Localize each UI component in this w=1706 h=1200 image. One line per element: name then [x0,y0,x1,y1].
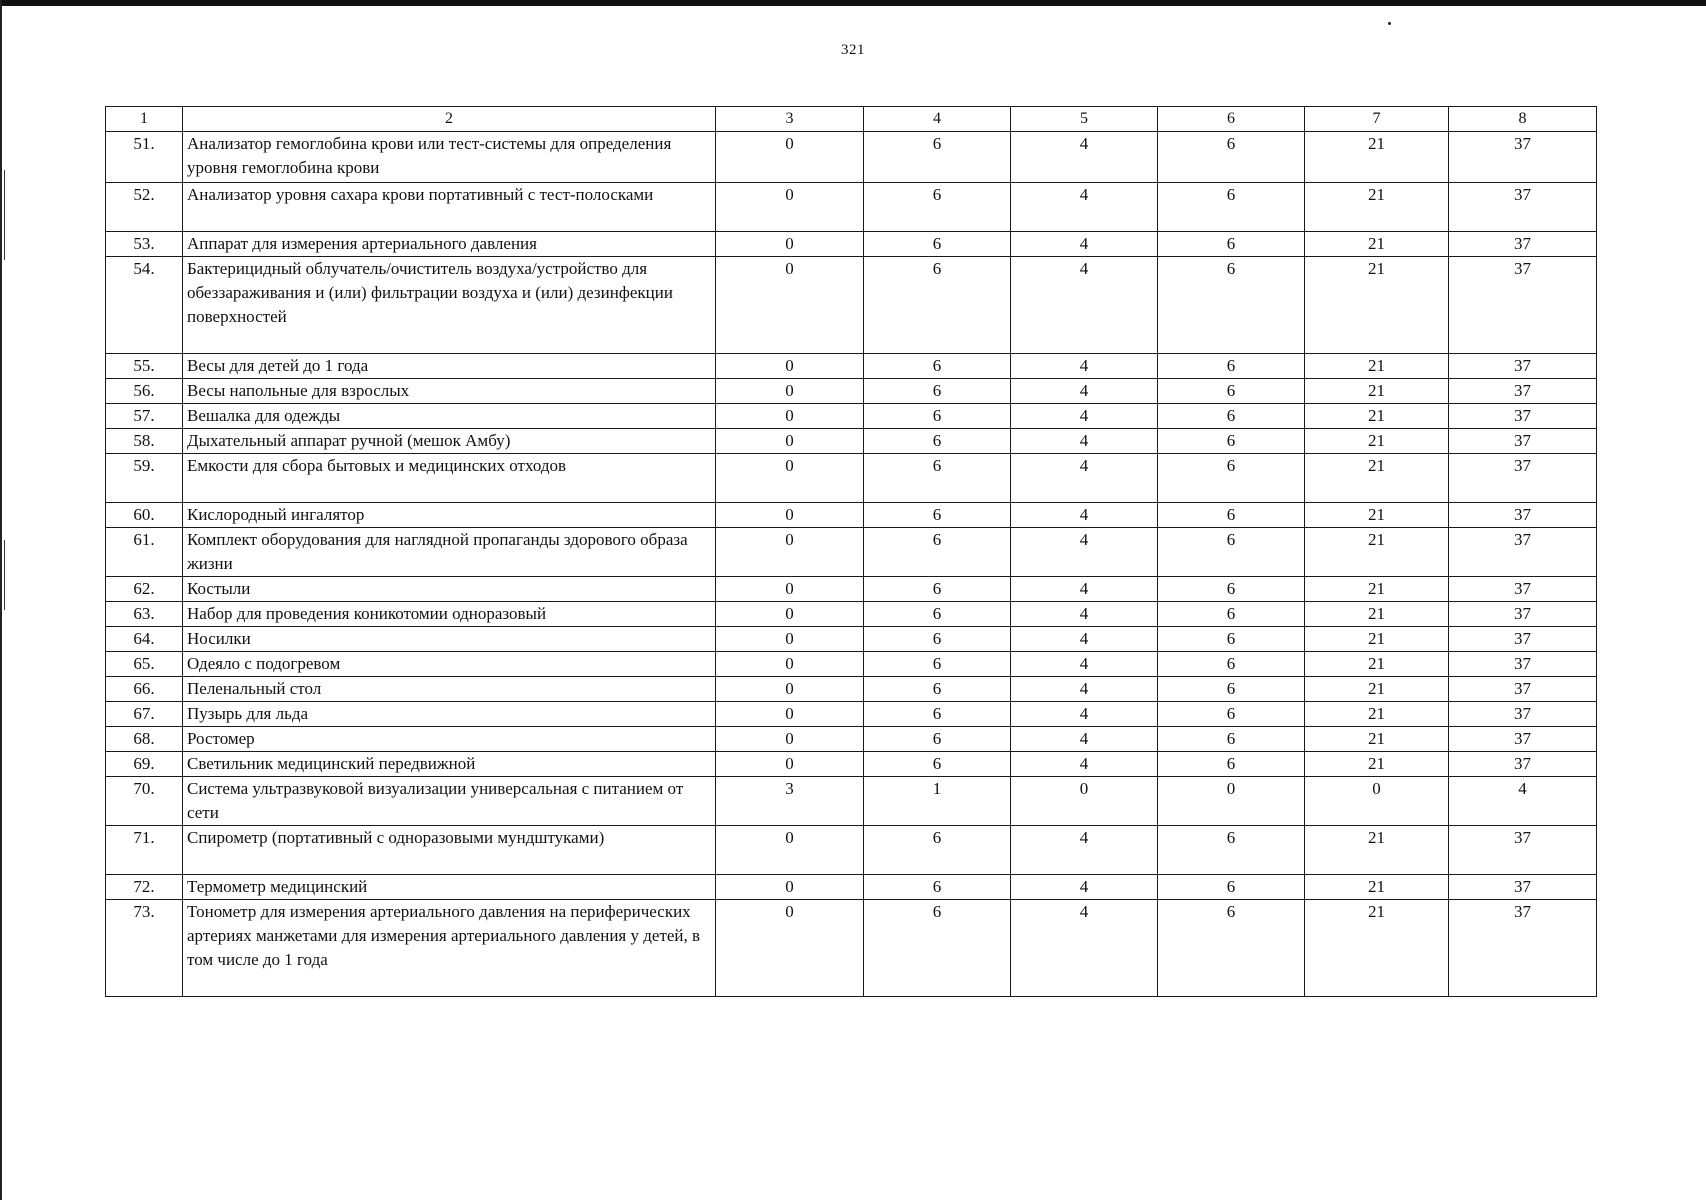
value-col-3: 0 [716,404,864,429]
value-col-6: 6 [1158,627,1305,652]
value-col-3: 0 [716,429,864,454]
scan-speck [1388,22,1391,25]
table-row [106,257,1597,354]
row-number: 67. [106,702,183,727]
value-col-8: 37 [1449,577,1597,602]
row-number: 73. [106,900,183,997]
row-number: 53. [106,232,183,257]
table-row [106,183,1597,232]
row-number: 71. [106,826,183,875]
table-row [106,826,1597,875]
value-col-6: 6 [1158,454,1305,503]
value-col-6: 6 [1158,528,1305,577]
value-col-5: 4 [1011,503,1158,528]
equipment-name: Вешалка для одежды [183,404,716,429]
row-number: 58. [106,429,183,454]
value-col-4: 6 [864,429,1011,454]
value-col-7: 21 [1305,429,1449,454]
value-col-6: 6 [1158,354,1305,379]
value-col-5: 4 [1011,577,1158,602]
scan-mark [4,540,5,610]
value-col-7: 21 [1305,900,1449,997]
equipment-name: Пузырь для льда [183,702,716,727]
equipment-name: Бактерицидный облучатель/очиститель воздуха/устройство для обеззараживания и (или) фильтрации воздуха и (или) дезинфекции поверхностей [183,257,716,354]
value-col-4: 6 [864,900,1011,997]
value-col-8: 37 [1449,826,1597,875]
value-col-5: 4 [1011,132,1158,183]
value-col-4: 6 [864,826,1011,875]
scan-edge-left [0,0,2,1200]
value-col-5: 4 [1011,752,1158,777]
value-col-5: 4 [1011,702,1158,727]
value-col-7: 21 [1305,875,1449,900]
value-col-3: 0 [716,528,864,577]
value-col-3: 0 [716,379,864,404]
value-col-8: 37 [1449,900,1597,997]
value-col-8: 37 [1449,652,1597,677]
value-col-6: 6 [1158,183,1305,232]
value-col-4: 6 [864,232,1011,257]
value-col-8: 37 [1449,257,1597,354]
table-row [106,232,1597,257]
row-number: 70. [106,777,183,826]
value-col-8: 37 [1449,232,1597,257]
equipment-name: Дыхательный аппарат ручной (мешок Амбу) [183,429,716,454]
value-col-3: 0 [716,602,864,627]
value-col-6: 6 [1158,257,1305,354]
equipment-name: Анализатор гемоглобина крови или тест-системы для определения уровня гемоглобина крови [183,132,716,183]
equipment-name: Тонометр для измерения артериального давления на периферических артериях манжетами для измерения артериального давления у детей, в том числе до 1 года [183,900,716,997]
row-number: 61. [106,528,183,577]
value-col-3: 0 [716,826,864,875]
value-col-5: 4 [1011,404,1158,429]
value-col-6: 6 [1158,404,1305,429]
value-col-5: 4 [1011,354,1158,379]
value-col-3: 0 [716,702,864,727]
value-col-4: 6 [864,652,1011,677]
value-col-8: 37 [1449,677,1597,702]
value-col-7: 21 [1305,454,1449,503]
equipment-name: Анализатор уровня сахара крови портативный с тест-полосками [183,183,716,232]
value-col-4: 1 [864,777,1011,826]
value-col-6: 6 [1158,752,1305,777]
table-row [106,652,1597,677]
value-col-5: 4 [1011,727,1158,752]
table-row [106,379,1597,404]
value-col-7: 21 [1305,577,1449,602]
value-col-5: 4 [1011,257,1158,354]
column-header: 2 [183,107,716,132]
value-col-5: 4 [1011,379,1158,404]
value-col-4: 6 [864,702,1011,727]
column-header: 4 [864,107,1011,132]
value-col-5: 4 [1011,454,1158,503]
value-col-3: 0 [716,354,864,379]
table-row [106,702,1597,727]
value-col-7: 21 [1305,727,1449,752]
value-col-8: 37 [1449,354,1597,379]
value-col-6: 6 [1158,875,1305,900]
row-number: 72. [106,875,183,900]
value-col-7: 21 [1305,528,1449,577]
equipment-name: Весы напольные для взрослых [183,379,716,404]
value-col-7: 21 [1305,826,1449,875]
value-col-5: 4 [1011,183,1158,232]
row-number: 57. [106,404,183,429]
equipment-name: Весы для детей до 1 года [183,354,716,379]
value-col-8: 37 [1449,727,1597,752]
value-col-5: 4 [1011,528,1158,577]
value-col-4: 6 [864,183,1011,232]
table-row [106,900,1597,997]
table-row [106,404,1597,429]
table-row [106,429,1597,454]
column-header: 6 [1158,107,1305,132]
value-col-6: 6 [1158,379,1305,404]
value-col-8: 4 [1449,777,1597,826]
value-col-7: 21 [1305,652,1449,677]
value-col-5: 0 [1011,777,1158,826]
value-col-6: 6 [1158,652,1305,677]
value-col-3: 0 [716,752,864,777]
value-col-4: 6 [864,677,1011,702]
value-col-8: 37 [1449,627,1597,652]
value-col-5: 4 [1011,652,1158,677]
value-col-5: 4 [1011,826,1158,875]
value-col-7: 21 [1305,183,1449,232]
row-number: 68. [106,727,183,752]
row-number: 51. [106,132,183,183]
value-col-3: 0 [716,677,864,702]
equipment-name: Набор для проведения коникотомии одноразовый [183,602,716,627]
column-header: 5 [1011,107,1158,132]
row-number: 55. [106,354,183,379]
table-row [106,875,1597,900]
table-row [106,677,1597,702]
value-col-3: 0 [716,875,864,900]
value-col-4: 6 [864,627,1011,652]
equipment-name: Система ультразвуковой визуализации универсальная с питанием от сети [183,777,716,826]
table-row [106,454,1597,503]
value-col-6: 6 [1158,602,1305,627]
value-col-4: 6 [864,354,1011,379]
value-col-3: 0 [716,503,864,528]
value-col-8: 37 [1449,429,1597,454]
value-col-4: 6 [864,503,1011,528]
value-col-6: 0 [1158,777,1305,826]
value-col-8: 37 [1449,752,1597,777]
value-col-5: 4 [1011,875,1158,900]
value-col-6: 6 [1158,232,1305,257]
equipment-name: Комплект оборудования для наглядной пропаганды здорового образа жизни [183,528,716,577]
page-number: 321 [841,42,865,58]
equipment-name: Носилки [183,627,716,652]
value-col-4: 6 [864,752,1011,777]
value-col-3: 0 [716,132,864,183]
value-col-3: 0 [716,454,864,503]
table-row [106,528,1597,577]
table-row [106,727,1597,752]
column-header: 8 [1449,107,1597,132]
value-col-7: 21 [1305,132,1449,183]
value-col-4: 6 [864,257,1011,354]
value-col-8: 37 [1449,379,1597,404]
value-col-7: 0 [1305,777,1449,826]
value-col-6: 6 [1158,132,1305,183]
row-number: 60. [106,503,183,528]
row-number: 66. [106,677,183,702]
value-col-7: 21 [1305,752,1449,777]
value-col-3: 0 [716,727,864,752]
table-row [106,777,1597,826]
value-col-7: 21 [1305,354,1449,379]
scan-edge-top [0,0,1706,6]
equipment-name: Спирометр (портативный с одноразовыми мундштуками) [183,826,716,875]
value-col-7: 21 [1305,257,1449,354]
value-col-7: 21 [1305,602,1449,627]
row-number: 56. [106,379,183,404]
table-header-row [106,107,1597,132]
column-header: 1 [106,107,183,132]
table-row [106,577,1597,602]
equipment-name: Светильник медицинский передвижной [183,752,716,777]
row-number: 64. [106,627,183,652]
value-col-7: 21 [1305,503,1449,528]
value-col-3: 0 [716,232,864,257]
value-col-4: 6 [864,132,1011,183]
scan-mark [4,170,5,260]
value-col-4: 6 [864,454,1011,503]
value-col-5: 4 [1011,232,1158,257]
table-row [106,354,1597,379]
row-number: 63. [106,602,183,627]
value-col-8: 37 [1449,404,1597,429]
value-col-6: 6 [1158,503,1305,528]
value-col-8: 37 [1449,528,1597,577]
value-col-7: 21 [1305,404,1449,429]
value-col-4: 6 [864,528,1011,577]
value-col-5: 4 [1011,900,1158,997]
value-col-3: 0 [716,183,864,232]
value-col-5: 4 [1011,429,1158,454]
equipment-name: Костыли [183,577,716,602]
value-col-7: 21 [1305,627,1449,652]
equipment-name: Ростомер [183,727,716,752]
table-row [106,602,1597,627]
value-col-6: 6 [1158,826,1305,875]
value-col-3: 0 [716,900,864,997]
value-col-7: 21 [1305,232,1449,257]
value-col-5: 4 [1011,627,1158,652]
table-row [106,503,1597,528]
value-col-6: 6 [1158,727,1305,752]
equipment-name: Кислородный ингалятор [183,503,716,528]
value-col-6: 6 [1158,577,1305,602]
equipment-name: Пеленальный стол [183,677,716,702]
value-col-6: 6 [1158,900,1305,997]
table-row [106,752,1597,777]
row-number: 69. [106,752,183,777]
table-row [106,627,1597,652]
value-col-7: 21 [1305,702,1449,727]
row-number: 59. [106,454,183,503]
equipment-name: Емкости для сбора бытовых и медицинских отходов [183,454,716,503]
row-number: 62. [106,577,183,602]
table-row [106,132,1597,183]
value-col-3: 0 [716,257,864,354]
value-col-6: 6 [1158,429,1305,454]
value-col-8: 37 [1449,875,1597,900]
value-col-6: 6 [1158,677,1305,702]
value-col-3: 0 [716,652,864,677]
value-col-4: 6 [864,602,1011,627]
value-col-5: 4 [1011,602,1158,627]
value-col-7: 21 [1305,677,1449,702]
value-col-8: 37 [1449,183,1597,232]
equipment-name: Одеяло с подогревом [183,652,716,677]
value-col-8: 37 [1449,454,1597,503]
value-col-5: 4 [1011,677,1158,702]
value-col-4: 6 [864,577,1011,602]
value-col-3: 0 [716,577,864,602]
equipment-name: Термометр медицинский [183,875,716,900]
value-col-4: 6 [864,404,1011,429]
value-col-4: 6 [864,379,1011,404]
column-header: 7 [1305,107,1449,132]
row-number: 65. [106,652,183,677]
value-col-3: 3 [716,777,864,826]
value-col-4: 6 [864,727,1011,752]
row-number: 54. [106,257,183,354]
value-col-8: 37 [1449,503,1597,528]
row-number: 52. [106,183,183,232]
value-col-8: 37 [1449,132,1597,183]
equipment-table [105,106,1597,997]
column-header: 3 [716,107,864,132]
value-col-6: 6 [1158,702,1305,727]
value-col-4: 6 [864,875,1011,900]
value-col-7: 21 [1305,379,1449,404]
value-col-8: 37 [1449,602,1597,627]
value-col-8: 37 [1449,702,1597,727]
equipment-name: Аппарат для измерения артериального давления [183,232,716,257]
value-col-3: 0 [716,627,864,652]
